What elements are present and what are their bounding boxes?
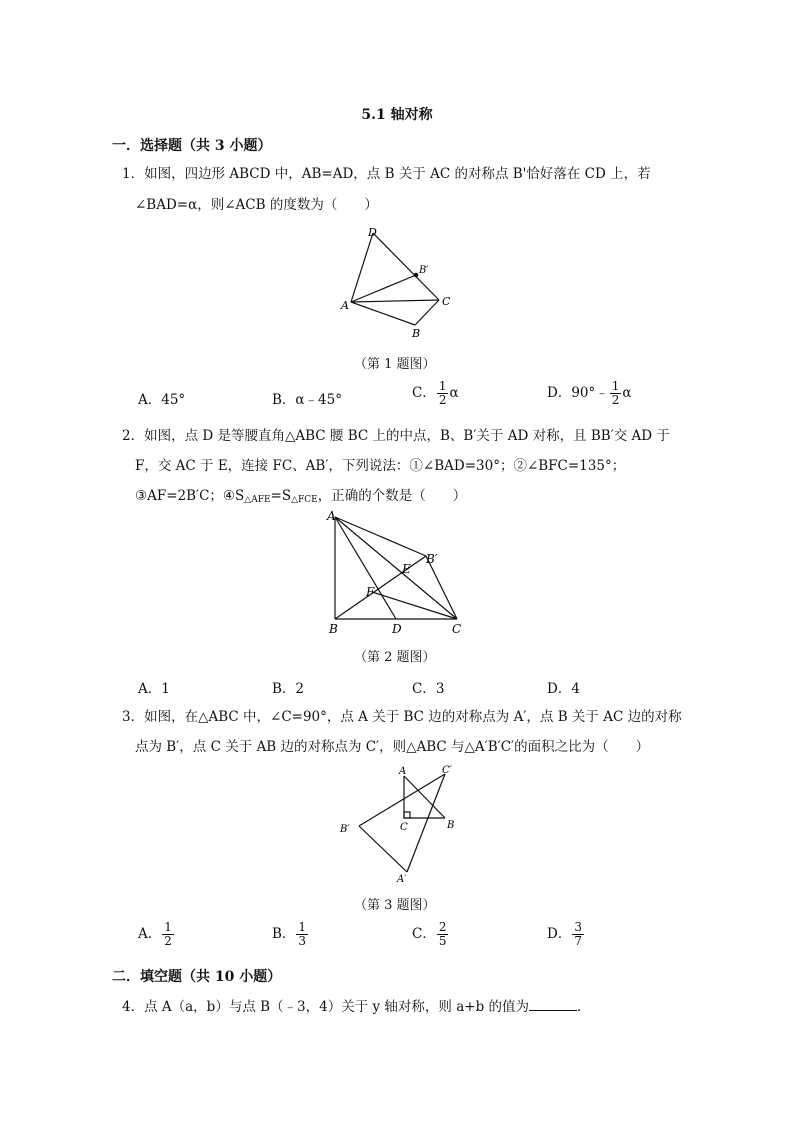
q3-label-B1: B′ [340,824,350,835]
q2-text-line2: F，交 AC 于 E，连接 FC、AB′，下列说法：①∠BAD=30°；②∠BFC=135°； [135,458,626,474]
q1-label-D: D [368,226,377,239]
q1-option-d: D．90°﹣ $\frac{1}{2}$ α [547,379,632,407]
q2-option-a: A．1 [138,681,170,697]
section-heading-choice: 一．选择题（共 3 小题） [112,138,272,154]
q1-label-B: B [412,327,421,340]
q2-label-B1: B′ [426,552,438,566]
q2-caption: （第 2 题图） [354,650,436,665]
q1-option-b: B．α﹣45° [272,392,342,408]
q3-label-A1: A′ [397,874,407,885]
q1-option-a: A．45° [138,392,186,408]
q2-label-F: F [366,585,375,599]
q2-option-c: C．3 [412,681,445,697]
q2-text-line3: ③AF=2B′C；$④S_{\triangle AFE}=S_{\triangle FCE}$，正确的个数是（ ） [135,488,467,505]
q3-option-c: C． $\frac{2}{5}$ [412,920,447,948]
q3-label-A: A [399,766,407,777]
q2-text-line1: 2．如图，点 D 是等腰直角△ABC 腰 BC 上的中点，B、B′关于 AD 对称，且 BB′交 AD 于 [122,428,670,444]
q3-label-B: B [447,820,455,831]
q2-figure [320,508,480,638]
q1-label-B1: B′ [419,265,429,276]
q1-text-line2: ∠BAD=α，则∠ACB 的度数为（ ） [135,197,378,213]
q3-text-line1: 3．如图，在△ABC 中，∠C=90°，点 A 关于 BC 边的对称点为 A′，点 B 关于 AC 边的对称 [122,709,682,725]
q1-figure [330,220,470,345]
q1-caption: （第 1 题图） [354,357,436,372]
q2-option-b: B．2 [272,681,305,697]
section-heading-fill: 二．填空题（共 10 小题） [112,969,282,985]
q3-caption: （第 3 题图） [354,898,436,913]
q2-label-C: C [452,622,462,636]
q3-figure [335,762,465,887]
q3-text-line2: 点为 B′，点 C 关于 AB 边的对称点为 C′，则△ABC 与△A′B′C′的面积之比为（ ） [135,739,650,755]
q1-label-A: A [341,299,349,312]
q4-answer-blank [529,998,577,1011]
q4-text: 4．点 A（a，b）与点 B（﹣3，4）关于 y 轴对称，则 a+b 的值为 ． [122,999,591,1015]
q3-option-b: B． $\frac{1}{3}$ [272,920,307,948]
q3-label-C: C [400,822,408,833]
q2-label-D: D [392,622,402,636]
q3-label-C1: C′ [442,765,452,776]
q1-label-C: C [442,295,451,308]
q2-label-B: B [329,622,338,636]
q2-option-d: D．4 [547,681,580,697]
q3-option-a: A． $\frac{1}{2}$ [138,920,172,948]
q1-option-c: C． $\frac{1}{2}$ α [412,379,459,407]
q2-label-A: A [327,509,336,523]
q2-label-E: E [402,562,411,576]
q1-text-line1: 1．如图，四边形 ABCD 中，AB=AD，点 B 关于 AC 的对称点 B'恰好落在 CD 上，若 [122,166,651,182]
page-title: 5.1 轴对称 [361,107,433,123]
q3-option-d: D． $\frac{3}{7}$ [547,920,582,948]
